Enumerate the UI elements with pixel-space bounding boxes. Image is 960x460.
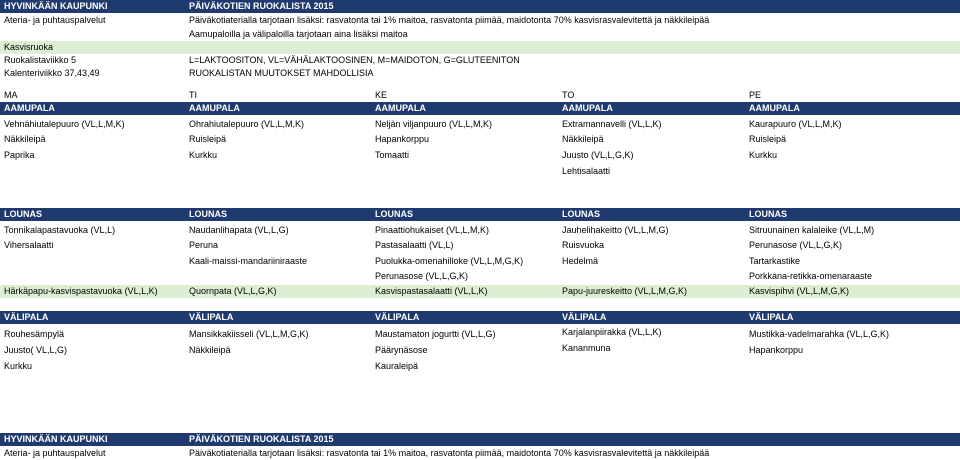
menu-item: Paprika: [4, 150, 35, 160]
veg-item: Quornpata (VL,L,G,K): [189, 286, 277, 296]
footer-dept: Ateria- ja puhtauspalvelut: [4, 448, 106, 458]
changes-label: RUOKALISTAN MUUTOKSET MAHDOLLISIA: [189, 68, 374, 78]
veg-item: Papu-juureskeitto (VL,L,M,G,K): [562, 286, 688, 296]
menu-item: Mustikka-vadelmarahka (VL,L,G,K): [749, 329, 890, 339]
aamupala-label: AAMUPALA: [749, 103, 800, 113]
aamupala-label: AAMUPALA: [562, 103, 613, 113]
days-row: [0, 89, 960, 101]
menu-item: Pinaattiohukaiset (VL,L,M,K): [375, 225, 490, 235]
menu-item: Kananmuna: [562, 343, 611, 353]
menu-item: Ruisleipä: [189, 134, 227, 144]
lounas-veg-row: [0, 285, 960, 298]
valipala-row-1: [0, 328, 960, 342]
aamupala-row-3: [0, 149, 960, 163]
footer-title: PÄIVÄKOTIEN RUOKALISTA 2015: [189, 434, 334, 444]
valipala-label: VÄLIPALA: [4, 312, 49, 322]
menu-item: Naudanlihapata (VL,L,G): [189, 225, 289, 235]
lounas-row-3: [0, 255, 960, 269]
menu-item: Perunasose (VL,L,G,K): [375, 271, 469, 281]
valipala-label: VÄLIPALA: [749, 312, 794, 322]
menu-item: Kaali-maissi-mandariiniraaste: [189, 256, 308, 266]
legend-label: L=LAKTOOSITON, VL=VÄHÄLAKTOOSINEN, M=MAIDOTON, G=GLUTEENITON: [189, 55, 520, 65]
lounas-row-1: [0, 224, 960, 238]
lounas-label: LOUNAS: [4, 209, 42, 219]
header-note2: Aamupaloilla ja välipaloilla tarjotaan aina lisäksi maitoa: [189, 29, 408, 39]
menu-item: Näkkileipä: [4, 134, 46, 144]
menu-item: Neljän viljanpuuro (VL,L,M,K): [375, 119, 493, 129]
menu-item: Päärynäsose: [375, 345, 428, 355]
calendar-label: Kalenteriviikko 37,43,49: [4, 68, 100, 78]
menu-item: Hapankorppu: [749, 345, 804, 355]
day-ma: MA: [4, 90, 18, 100]
menu-item: Mansikkakiisseli (VL,L,M,G,K): [189, 329, 309, 339]
header-notes-row: [0, 14, 960, 27]
menu-item: Vehnähiutalepuuro (VL,L,M,K): [4, 119, 125, 129]
header-note1: Päiväkotiaterialla tarjotaan lisäksi: rasvatonta tai 1% maitoa, rasvatonta piimää, maidotonta 70% kasvisrasvalevitettä ja näkkileipää: [189, 15, 710, 25]
menu-item: Kurkku: [4, 361, 33, 371]
menu-item: Kaurapuuro (VL,L,M,K): [749, 119, 842, 129]
day-pe: PE: [749, 90, 762, 100]
aamupala-row-4: [0, 165, 960, 179]
footer-org: HYVINKÄÄN KAUPUNKI: [4, 434, 108, 444]
menu-item: Vihersalaatti: [4, 240, 54, 250]
menu-item: Hedelmä: [562, 256, 599, 266]
calendar-row: [0, 67, 960, 80]
header-note2-row: [0, 28, 960, 41]
lounas-label: LOUNAS: [189, 209, 227, 219]
aamupala-label: AAMUPALA: [375, 103, 426, 113]
kasvisruoka-row: [0, 41, 960, 54]
aamupala-header: [0, 102, 960, 115]
menu-item: Tomaatti: [375, 150, 410, 160]
menu-item: Näkkileipä: [189, 345, 231, 355]
valipala-label: VÄLIPALA: [562, 312, 607, 322]
lounas-label: LOUNAS: [375, 209, 413, 219]
veg-item: Härkäpapu-kasvispastavuoka (VL,L,K): [4, 286, 158, 296]
menu-item: Perunasose (VL,L,G,K): [749, 240, 843, 250]
menu-item: Juusto( VL,L,G): [4, 345, 68, 355]
menu-item: Porkkana-retikka-omenaraaste: [749, 271, 873, 281]
menu-item: Rouhesämpylä: [4, 329, 65, 339]
lounas-label: LOUNAS: [562, 209, 600, 219]
menu-item: Ruisleipä: [749, 134, 787, 144]
menu-item: Tonnikalapastavuoka (VL,L): [4, 225, 116, 235]
menu-item: Tartarkastike: [749, 256, 801, 266]
header-bar: [0, 0, 960, 13]
footer-notes-row: [0, 447, 960, 460]
valipala-header: [0, 311, 960, 324]
lounas-label: LOUNAS: [749, 209, 787, 219]
menu-item: Ruisvuoka: [562, 240, 605, 250]
lounas-header: [0, 208, 960, 221]
valipala-label: VÄLIPALA: [375, 312, 420, 322]
menu-item: Kurkku: [189, 150, 218, 160]
menu-item: Sitruunainen kalaleike (VL,L,M): [749, 225, 875, 235]
menu-item: Näkkileipä: [562, 134, 604, 144]
veg-item: Kasvispihvi (VL,L,M,G,K): [749, 286, 850, 296]
menu-item: Kauraleipä: [375, 361, 419, 371]
menu-item: Ohrahiutalepuuro (VL,L,M,K): [189, 119, 305, 129]
day-ke: KE: [375, 90, 388, 100]
header-title: PÄIVÄKOTIEN RUOKALISTA 2015: [189, 1, 334, 11]
menu-item: Lehtisalaatti: [562, 166, 611, 176]
lounas-row-2: [0, 239, 960, 253]
week-label: Ruokalistaviikko 5: [4, 55, 77, 65]
footer-note: Päiväkotiaterialla tarjotaan lisäksi: rasvatonta tai 1% maitoa, rasvatonta piimää, maidotonta 70% kasvisrasvalevitettä ja näkkileipää: [189, 448, 710, 458]
valipala-row-3: [0, 360, 960, 374]
aamupala-label: AAMUPALA: [189, 103, 240, 113]
menu-item: Juusto (VL,L,G,K): [562, 150, 634, 160]
day-to: TO: [562, 90, 575, 100]
menu-item: Extramannavelli (VL,L,K): [562, 119, 662, 129]
menu-item: Maustamaton jogurtti (VL,L,G): [375, 329, 496, 339]
header-dept: Ateria- ja puhtauspalvelut: [4, 15, 106, 25]
menu-item: Pastasalaatti (VL,L): [375, 240, 454, 250]
menu-item: Karjalanpiirakka (VL,L,K): [562, 327, 662, 337]
lounas-row-4: [0, 270, 960, 284]
menu-item: Jauhelihakeitto (VL,L,M,G): [562, 225, 669, 235]
veg-item: Kasvispastasalaatti (VL,L,K): [375, 286, 488, 296]
kasvisruoka-label: Kasvisruoka: [4, 42, 54, 52]
aamupala-label: AAMUPALA: [4, 103, 55, 113]
valipala-row-2: [0, 344, 960, 358]
valipala-label: VÄLIPALA: [189, 312, 234, 322]
footer-bar: [0, 433, 960, 446]
aamupala-row-2: [0, 133, 960, 147]
header-org: HYVINKÄÄN KAUPUNKI: [4, 1, 108, 11]
menu-item: Peruna: [189, 240, 219, 250]
week-row: [0, 54, 960, 67]
menu-item: Puolukka-omenahilloke (VL,L,M,G,K): [375, 256, 524, 266]
day-ti: TI: [189, 90, 197, 100]
aamupala-row-1: [0, 118, 960, 132]
menu-item: Hapankorppu: [375, 134, 430, 144]
menu-item: Kurkku: [749, 150, 778, 160]
